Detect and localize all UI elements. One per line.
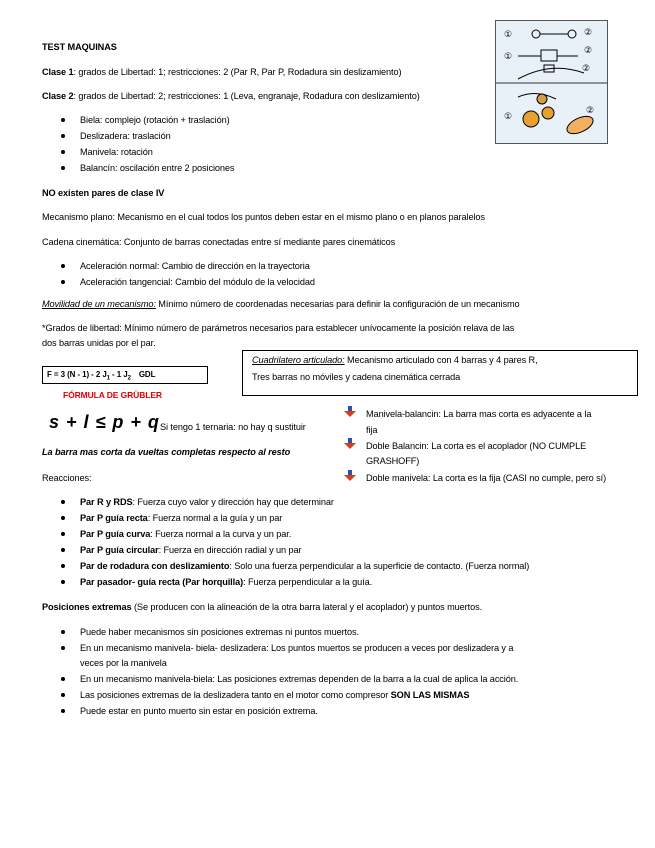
svg-text:①: ① — [504, 30, 513, 40]
reaccion-text: : Fuerza cuyo valor y dirección hay que determinar — [132, 497, 334, 507]
list-item: Balancín: oscilación entre 2 posiciones — [80, 163, 235, 173]
svg-text:①: ① — [504, 112, 513, 122]
reaccion-item — [80, 576, 372, 588]
list-item-cont: veces por la manivela — [80, 658, 167, 668]
bullet — [61, 564, 65, 568]
reaccion-text: : Solo una fuerza perpendicular a la superficie de contacto. (Fuerza normal) — [229, 561, 530, 571]
reaccion-label: Par de rodadura con deslizamiento — [80, 561, 230, 571]
reaccion-text: : Fuerza normal a la curva y un par. — [150, 529, 292, 539]
bullet — [61, 166, 65, 170]
grubler-formula — [47, 369, 155, 385]
posiciones-label: Posiciones extremas — [42, 602, 132, 612]
bullet — [61, 630, 65, 634]
cuadrilatero-label: Cuadrilatero articulado: — [252, 355, 345, 365]
svg-text:②: ② — [582, 64, 591, 74]
grados-text-2: dos barras unidas por el par. — [42, 338, 156, 348]
no-clase4-heading: NO existen pares de clase IV — [42, 188, 165, 198]
bullet — [61, 280, 65, 284]
list-item-bold: SON LAS MISMAS — [390, 690, 470, 700]
formula-part: - 1 J — [109, 370, 128, 379]
mechanism-pairs-drawing — [496, 21, 607, 143]
grubler-formula-name: FÓRMULA DE GRÜBLER — [63, 390, 162, 400]
bullet — [61, 532, 65, 536]
svg-text:①: ① — [504, 52, 513, 62]
movilidad-text: Mínimo número de coordenadas necesarias para definir la configuración de un mecanismo — [155, 299, 520, 309]
bullet — [61, 580, 65, 584]
reaccion-text: : Fuerza perpendicular a la guía. — [243, 577, 373, 587]
reaccion-label: Par P guía curva — [80, 529, 151, 539]
arrow-down-icon — [344, 406, 356, 418]
list-item: Puede haber mecanismos sin posiciones extremas ni puntos muertos. — [80, 627, 359, 637]
reaccion-item — [80, 528, 291, 540]
clase1-text: : grados de Libertad: 1; restricciones: 2 (Par R, Par P, Rodadura sin deslizamiento) — [73, 67, 402, 77]
mechanism-pairs-image — [495, 20, 608, 144]
reaccion-label: Par P guía circular — [80, 545, 159, 555]
cuadrilatero-text-2: Tres barras no móviles y cadena cinemática cerrada — [252, 372, 461, 382]
formula-sub: 2 — [127, 375, 131, 382]
page-title: TEST MAQUINAS — [42, 42, 117, 52]
list-item: En un mecanismo manivela-biela: Las posiciones extremas dependen de la barra a la cual de aplica la acción. — [80, 674, 519, 684]
bullet — [61, 646, 65, 650]
bullet — [61, 118, 65, 122]
grados-text-1: *Grados de libertad: Mínimo número de parámetros necesarios para establecer unívocamente la posición relava de las — [42, 323, 515, 333]
formula-gdl: GDL — [138, 370, 156, 379]
grashof-item: Doble Balancin: La corta es el acoplador (NO CUMPLE — [366, 441, 587, 451]
clase1-line — [42, 66, 401, 78]
bullet — [61, 548, 65, 552]
bullet — [61, 264, 65, 268]
list-item — [80, 689, 469, 701]
reaccion-item — [80, 512, 282, 524]
cuadrilatero-line — [252, 354, 538, 366]
bullet — [61, 134, 65, 138]
list-item: Manivela: rotación — [80, 147, 153, 157]
cadena-text: Cadena cinemática: Conjunto de barras conectadas entre sí mediante pares cinemáticos — [42, 237, 396, 247]
reaccion-text: : Fuerza en dirección radial y un par — [158, 545, 302, 555]
list-item-text: Las posiciones extremas de la deslizadera tanto en el motor como compresor — [80, 690, 391, 700]
barra-corta-text: La barra mas corta da vueltas completas respecto al resto — [42, 447, 291, 457]
grashof-item: Manivela-balancin: La barra mas corta es adyacente a la — [366, 409, 592, 419]
grashof-item-cont: GRASHOFF) — [366, 456, 420, 466]
bullet — [61, 516, 65, 520]
grashof-item: Doble manivela: La corta es la fija (CASI no cumple, pero sí) — [366, 473, 607, 483]
reaccion-label: Par P guía recta — [80, 513, 148, 523]
reaccion-item — [80, 560, 529, 572]
formula-sub: 1 — [106, 375, 110, 382]
clase2-text: : grados de Libertad: 2; restricciones: 1 (Leva, engranaje, Rodadura con deslizamiento) — [73, 91, 420, 101]
grashof-item-cont: fija — [366, 425, 378, 435]
svg-text:②: ② — [584, 46, 593, 56]
list-item: En un mecanismo manivela- biela- deslizadera: Los puntos muertos se producen a veces por deslizadera y a — [80, 643, 514, 653]
clase1-label: Clase 1 — [42, 67, 74, 77]
posiciones-line — [42, 601, 482, 613]
list-item: Biela: complejo (rotación + traslación) — [80, 115, 230, 125]
movilidad-line — [42, 298, 520, 310]
movilidad-label: Movilidad de un mecanismo: — [42, 299, 156, 309]
bullet — [61, 500, 65, 504]
clase2-line — [42, 90, 420, 102]
mecanismo-plano-text: Mecanismo plano: Mecanismo en el cual todos los puntos deben estar en el mismo plano o en planos paralelos — [42, 212, 485, 222]
bullet — [61, 693, 65, 697]
reaccion-text: : Fuerza normal a la guía y un par — [147, 513, 283, 523]
formula-part: F = 3 (N - 1) - 2 J — [47, 370, 107, 379]
arrow-down-icon — [344, 438, 356, 450]
ternaria-text: Si tengo 1 ternaria: no hay q sustituir — [160, 422, 306, 432]
list-item: Puede estar en punto muerto sin estar en posición extrema. — [80, 706, 318, 716]
reaccion-item — [80, 496, 334, 508]
posiciones-text: (Se producen con la alineación de la otra barra lateral y el acoplador) y puntos muertos. — [131, 602, 483, 612]
bullet — [61, 677, 65, 681]
reacciones-heading: Reacciones: — [42, 473, 92, 483]
clase2-label: Clase 2 — [42, 91, 74, 101]
list-item: Deslizadera: traslación — [80, 131, 171, 141]
list-item: Aceleración tangencial: Cambio del módulo de la velocidad — [80, 277, 315, 287]
cuadrilatero-text: Mecanismo articulado con 4 barras y 4 pares R, — [344, 355, 538, 365]
arrow-down-icon — [344, 470, 356, 482]
svg-text:②: ② — [586, 106, 595, 116]
grashof-formula: s + l ≤ p + q — [49, 412, 160, 432]
list-item: Aceleración normal: Cambio de dirección en la trayectoria — [80, 261, 310, 271]
svg-text:②: ② — [584, 28, 593, 38]
reaccion-label: Par pasador- guía recta (Par horquilla) — [80, 577, 244, 587]
reaccion-item — [80, 544, 302, 556]
reaccion-label: Par R y RDS — [80, 497, 133, 507]
bullet — [61, 150, 65, 154]
bullet — [61, 709, 65, 713]
